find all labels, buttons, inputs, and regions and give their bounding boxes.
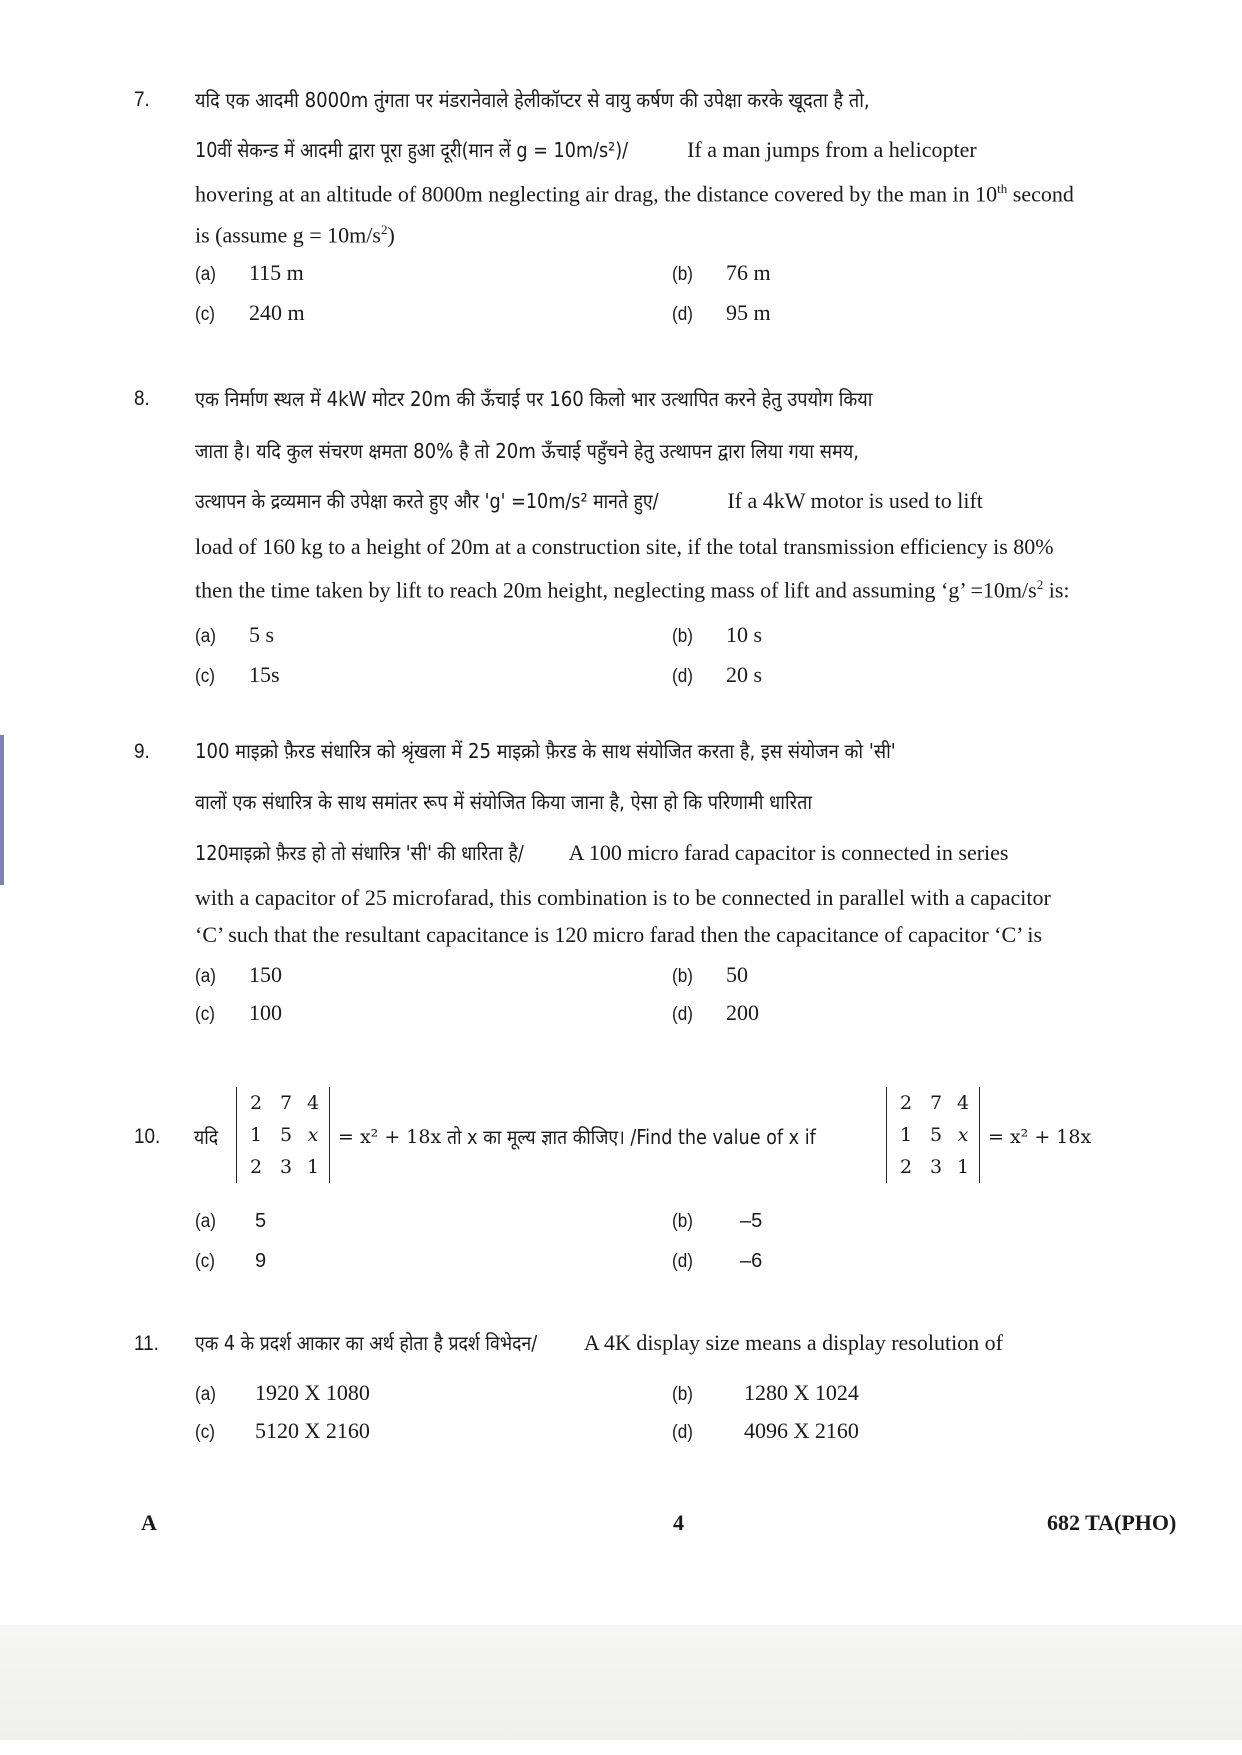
question-text-line: is (assume $g = 10m/s^2$) — [195, 222, 395, 248]
option-d[interactable]: (d) 20 s — [672, 662, 763, 687]
question-text-line: ‘C’ such that the resultant capacitance is 120 micro farad then the capacitance of capacitor ‘C’ is — [195, 922, 1043, 947]
determinant-matrix: 2 7 4 1 5 x 2 3 1 — [886, 1087, 980, 1183]
question-text-line: 120माइक्रो फ़ैरड हो तो संधारित्र 'सी' की धारिता है/ A 100 micro farad capacitor is connected in series — [195, 840, 1009, 865]
question-text-line: एक निर्माण स्थल में 4kW मोटर 20m की ऊँचाई पर 160 किलो भार उत्थापित करने हेतु उपयोग किया — [195, 387, 873, 411]
option-c[interactable]: (c) 5120 X 2160 — [195, 1418, 370, 1443]
question-text-line: then the time taken by lift to reach 20m height, neglecting mass of lift and assuming ‘g’ $=10m/s^2$ is: — [195, 577, 1070, 603]
question-text-line: 100 माइक्रो फ़ैरड संधारित्र को श्रृंखला में 25 माइक्रो फ़ैरड के साथ संयोजित करता है, इस संयोजन को 'सी' — [195, 739, 896, 763]
option-b[interactable]: (b) 50 — [672, 962, 748, 987]
question-text-line: with a capacitor of 25 microfarad, this combination is to be connected in parallel with a capacitor — [195, 885, 1051, 910]
determinant-matrix: 2 7 4 1 5 x 2 3 1 — [236, 1087, 330, 1183]
question-text-line: load of 160 kg to a height of 20m at a construction site, if the total transmission efficiency is 80% — [195, 534, 1054, 559]
option-d[interactable]: (d) 4096 X 2160 — [672, 1418, 859, 1443]
booklet-series: A — [141, 1510, 157, 1535]
question-text-line: जाता है। यदि कुल संचरण क्षमता 80% है तो 20m ऊँचाई पहुँचने हेतु उत्थापन द्वारा लिया गया समय, — [195, 439, 860, 463]
question-text-line: यदि एक आदमी 8000m तुंगता पर मंडरानेवाले हेलीकॉप्टर से वायु कर्षण की उपेक्षा करके खूदता है तो, — [195, 88, 870, 112]
option-c[interactable]: (c) 100 — [195, 1000, 282, 1025]
question-number: 10. — [134, 1125, 161, 1148]
option-a[interactable]: (a) 1920 X 1080 — [195, 1380, 370, 1405]
option-c[interactable]: (c) 9 — [195, 1250, 267, 1272]
option-c[interactable]: (c) 15s — [195, 662, 280, 687]
question-number: 7. — [134, 88, 150, 111]
equation: = x² + 18x — [988, 1126, 1092, 1148]
option-d[interactable]: (d) 95 m — [672, 300, 771, 325]
option-a[interactable]: (a) 115 m — [195, 260, 304, 285]
question-text-line: एक 4 के प्रदर्श आकार का अर्थ होता है प्रदर्श विभेदन/ A 4K display size means a display resolution of — [195, 1330, 1004, 1355]
option-a[interactable]: (a) 5 s — [195, 622, 275, 647]
equation: = x² + 18x — [338, 1126, 442, 1148]
option-d[interactable]: (d) –6 — [672, 1250, 763, 1272]
question-text-line: 10वीं सेकन्ड में आदमी द्वारा पूरा हुआ दूरी(मान लें g = 10m/s²)/ If a man jumps from a helicopter — [195, 137, 977, 162]
scan-edge-mark — [0, 735, 4, 885]
question-number: 9. — [134, 740, 150, 763]
question-text-line: hovering at an altitude of 8000m neglecting air drag, the distance covered by the man in 10th second — [195, 181, 1074, 207]
option-b[interactable]: (b) 10 s — [672, 622, 763, 647]
option-c[interactable]: (c) 240 m — [195, 300, 305, 325]
option-a[interactable]: (a) 5 — [195, 1210, 267, 1232]
option-d[interactable]: (d) 200 — [672, 1000, 759, 1025]
question-number: 11. — [134, 1332, 159, 1355]
question-number: 8. — [134, 387, 150, 410]
page-number: 4 — [673, 1510, 684, 1535]
option-b[interactable]: (b) 1280 X 1024 — [672, 1380, 859, 1405]
paper-code: 682 TA(PHO) — [1047, 1510, 1177, 1535]
question-prefix-hindi: यदि — [194, 1125, 219, 1149]
question-text-line: वालों एक संधारित्र के साथ समांतर रूप में संयोजित किया जाना है, ऐसा हो कि परिणामी धारिता — [195, 790, 813, 814]
option-b[interactable]: (b) 76 m — [672, 260, 771, 285]
question-text-line: तो x का मूल्य ज्ञात कीजिए। /Find the value of x if — [447, 1125, 816, 1149]
question-text-line: उत्थापन के द्रव्यमान की उपेक्षा करते हुए और 'g' =10m/s² मानते हुए/ If a 4kW motor is used to lift — [195, 488, 983, 513]
scan-shadow — [0, 1625, 1242, 1740]
option-b[interactable]: (b) –5 — [672, 1210, 763, 1232]
option-a[interactable]: (a) 150 — [195, 962, 282, 987]
